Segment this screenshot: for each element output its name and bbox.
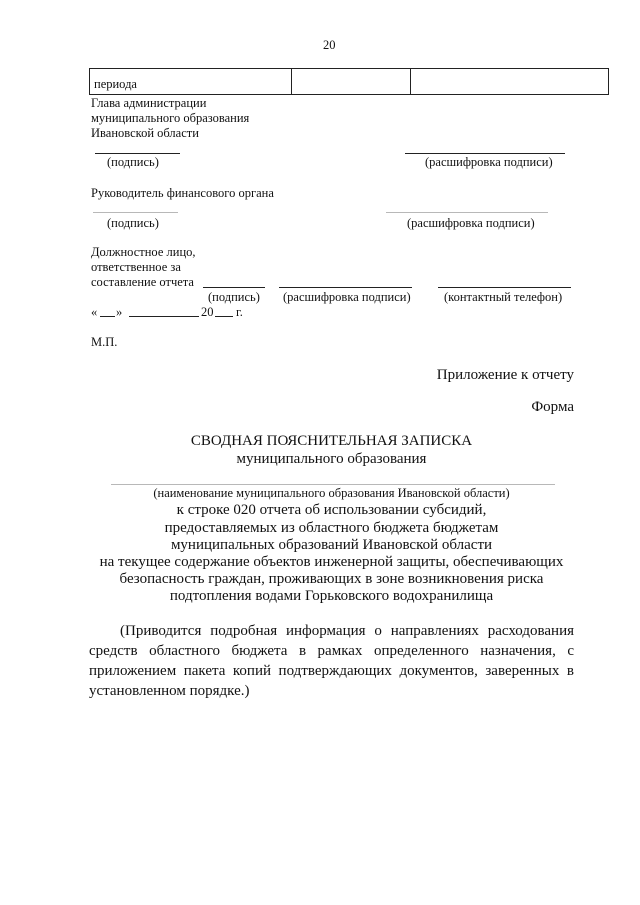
- date-day-line: [100, 316, 115, 317]
- page-number: 20: [323, 38, 336, 52]
- date-year-line: [215, 316, 233, 317]
- municipality-name-hint: (наименование муниципального образования Ивановской области): [153, 486, 510, 500]
- date-close-quote: »: [116, 305, 123, 319]
- head-admin-signature-line: [95, 153, 180, 154]
- official-phone-label: (контактный телефон): [444, 290, 563, 304]
- body-paragraph: (Приводится подробная информация о направлениях расходования средств областного бюджета в рамках определенного назначения, с приложением пакета копий подтверждающих документов, заверенных в установленном порядке.): [89, 623, 574, 699]
- municipality-name-line: [111, 484, 555, 485]
- finance-head-decoding-line: [386, 212, 548, 213]
- description-line: подтопления водами Горьковского водохранилища: [169, 588, 494, 604]
- date-suffix: г.: [236, 305, 243, 319]
- form-label: Форма: [531, 399, 574, 415]
- official-signature-label: (подпись): [208, 290, 260, 304]
- finance-head-title: Руководитель финансового органа: [91, 186, 274, 200]
- official-line: ответственное за: [91, 260, 181, 274]
- official-decoding-label: (расшифровка подписи): [283, 290, 411, 304]
- head-admin-signature-label: (подпись): [107, 155, 159, 169]
- official-phone-line: [438, 287, 571, 288]
- finance-head-signature-label: (подпись): [107, 216, 159, 230]
- official-signature-line: [203, 287, 265, 288]
- head-admin-line: Ивановской области: [91, 126, 199, 140]
- description-line: муниципальных образований Ивановской области: [170, 537, 493, 553]
- date-open-quote: «: [91, 305, 98, 319]
- appendix-label: Приложение к отчету: [436, 367, 574, 383]
- table-row: [90, 69, 609, 95]
- stamp-place: М.П.: [91, 335, 118, 349]
- page-subtitle: муниципального образования: [236, 451, 427, 467]
- description-line: на текущее содержание объектов инженерной защиты, обеспечивающих: [99, 554, 564, 570]
- finance-head-decoding-label: (расшифровка подписи): [407, 216, 535, 230]
- table-cell: [292, 69, 411, 95]
- description-line: предоставляемых из областного бюджета бюджетам: [164, 520, 499, 536]
- official-line: Должностное лицо,: [91, 245, 196, 259]
- official-decoding-line: [279, 287, 412, 288]
- official-line: составление отчета: [91, 275, 194, 289]
- date-month-line: [129, 316, 199, 317]
- head-admin-line: муниципального образования: [91, 111, 250, 125]
- head-admin-line: Глава администрации: [91, 96, 207, 110]
- table-cell: [411, 69, 609, 95]
- report-table-fragment: [89, 68, 609, 95]
- table-cell: периода: [90, 69, 292, 95]
- page-title: СВОДНАЯ ПОЯСНИТЕЛЬНАЯ ЗАПИСКА: [190, 433, 473, 449]
- description-line: к строке 020 отчета об использовании субсидий,: [176, 502, 487, 518]
- head-admin-decoding-label: (расшифровка подписи): [425, 155, 553, 169]
- head-admin-decoding-line: [405, 153, 565, 154]
- description-line: безопасность граждан, проживающих в зоне возникновения риска: [119, 571, 544, 587]
- date-year-prefix: 20: [201, 305, 214, 319]
- finance-head-signature-line: [93, 212, 178, 213]
